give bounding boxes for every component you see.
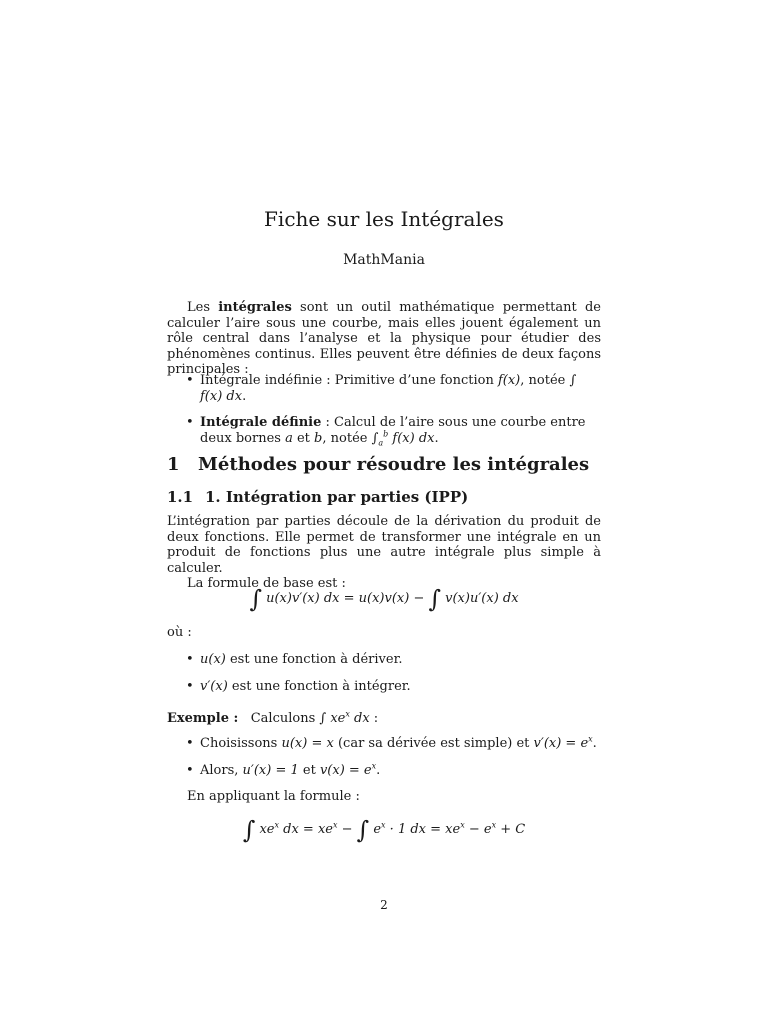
section-heading: 1 Méthodes pour résoudre les intégrales: [167, 454, 590, 475]
intro-text: Les: [187, 300, 219, 315]
bullet-icon: •: [186, 373, 194, 388]
integral-sign-icon: ∫: [428, 585, 441, 613]
intro-text-rest: sont un outil mathématique permettant de calculer l’aire sous une courbe, mais elles jouent également un rôle central dans l’analyse et la physique pour étudier des phénomènes continus. Elles peuvent être définies de deux façons principales :: [167, 300, 601, 377]
bullet-icon: •: [186, 415, 194, 430]
integral-sign-icon: ∫: [319, 711, 327, 726]
integral-sign-icon: ∫: [569, 373, 577, 388]
list-item-indefinite: • Intégrale indéfinie : Primitive d’une fonction f(x), notée ∫ f(x) dx.: [186, 373, 577, 404]
apply-text: En appliquant la formule :: [187, 789, 360, 804]
integral-sign-icon: ∫: [356, 816, 370, 844]
intro-paragraph: [167, 300, 601, 378]
integral-sign-icon: ∫: [371, 430, 379, 446]
list-item-v: • v′(x) est une fonction à intégrer.: [186, 678, 411, 694]
page-number: 2: [380, 898, 388, 912]
integral-sign-icon: ∫: [242, 816, 256, 844]
intro-list: [167, 373, 601, 446]
intro-bold-term: intégrales: [218, 300, 292, 315]
document-author: MathMania: [343, 252, 425, 268]
example-label: Exemple :: [167, 711, 239, 726]
example-list: [167, 736, 601, 778]
subsection-heading: 1.1 1. Intégration par parties (IPP): [167, 488, 469, 506]
ipp-paragraph: L’intégration par parties découle de la dérivation du produit de deux fonctions. Elle permet de transformer une intégrale en un produit de fonctions plus une autre intégrale plus simple à calculer. La formule de base est :: [167, 514, 601, 591]
example-formula: ∫ $xe^x$ dx = $xe^x$ − ∫ $e^x \cdot 1$ dx = $xe^x - e^x + C$: [242, 816, 526, 844]
integral-sign-icon: ∫: [249, 585, 262, 613]
uv-list: [167, 652, 601, 694]
list-item-alors: • Alors, u′(x) = 1 et $v(x) = e^x$.: [186, 761, 381, 778]
bullet-icon: •: [186, 652, 194, 667]
bullet-icon: •: [186, 678, 194, 694]
list-item-choice: • Choisissons u(x) = x (car sa dérivée est simple) et $v'(x) = e^x$.: [186, 734, 597, 751]
list-item-definite: • Intégrale définie : Calcul de l’aire sous une courbe entre deux bornes a et b, notée $\int_a^b$ f(x) dx.: [186, 415, 586, 448]
ou-label: où :: [167, 625, 192, 640]
list-item-u: • u(x) est une fonction à dériver.: [186, 652, 403, 667]
document-title: Fiche sur les Intégrales: [264, 207, 504, 231]
example-line: Exemple : Calculons ∫ $xe^x$ dx :: [167, 709, 379, 726]
bullet-icon: •: [186, 736, 194, 751]
ipp-formula: ∫ u(x)v′(x) dx = u(x)v(x) − ∫ v(x)u′(x) dx: [249, 585, 519, 613]
bullet-icon: •: [186, 762, 194, 778]
